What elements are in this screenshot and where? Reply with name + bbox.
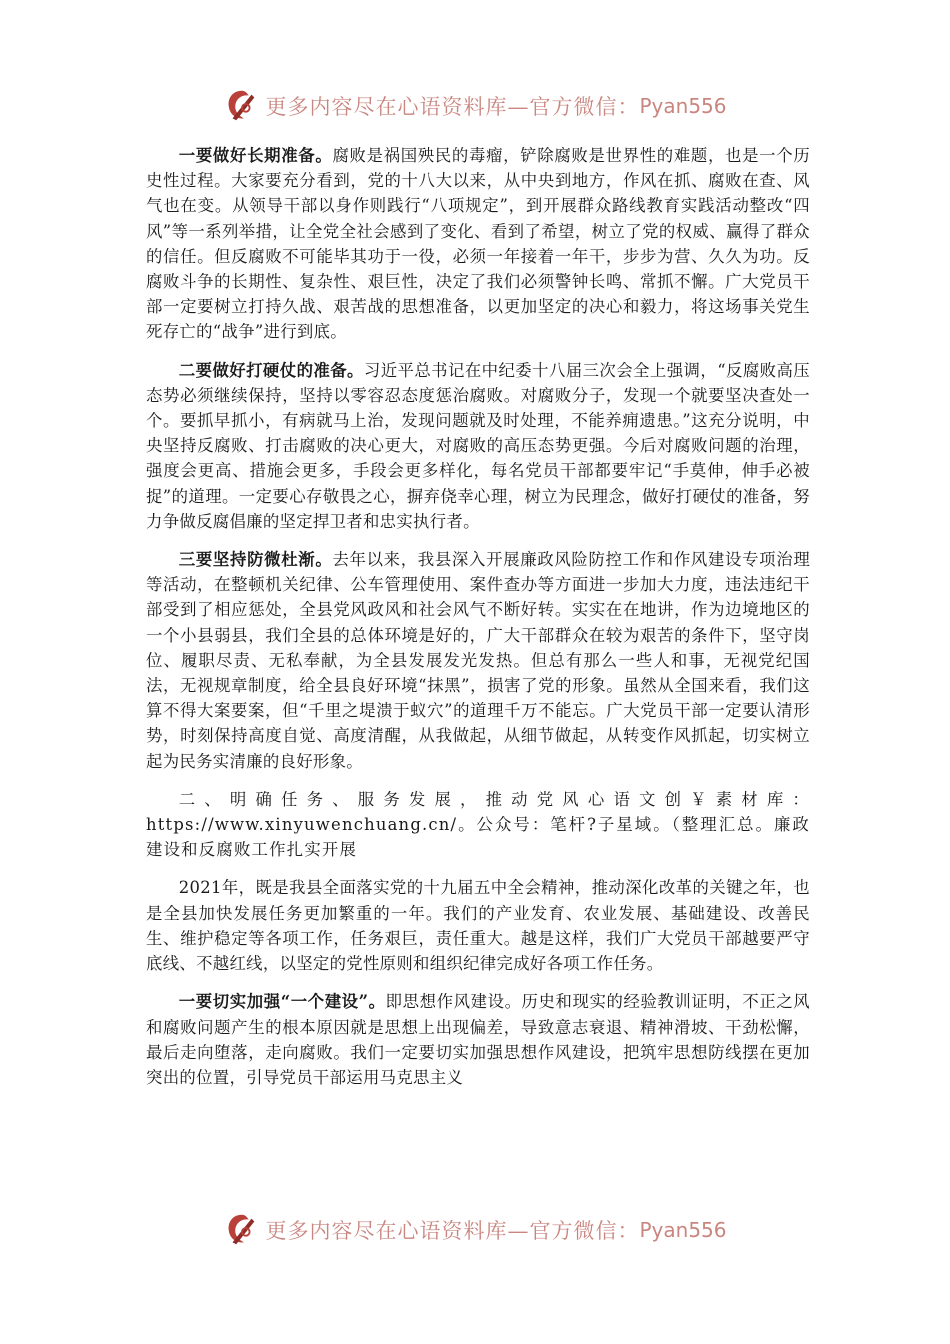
banner-wechat-id: Pyan556 (639, 1218, 727, 1242)
pen-logo-icon (223, 87, 261, 125)
document-body (146, 143, 810, 1103)
paragraph-text: 二、明确任务、服务发展，推动党风心语文创￥素材库：https://www.xinyuwenchuang.cn/。公众号：笔杆?子星域。（整理汇总。廉政建设和反腐败工作扎实开展 (146, 789, 810, 860)
paragraph-heading: 三要坚持防微杜渐。 (178, 550, 333, 570)
paragraph-text: 习近平总书记在中纪委十八届三次会全上强调，“反腐败高压态势必须继续保持，坚持以零容忍态度惩治腐败。对腐败分子，发现一个就要坚决查处一个。要抓早抓小，有病就马上治，发现问题就及时处理，不能养痈遗患。”这充分说明，中央坚持反腐败、打击腐败的决心更大，对腐败的高压态势更强。今后对腐败问题的治理，强度会更高、措施会更多，手段会更多样化，每名党员干部都要牢记“手莫伸，伸手必被捉”的道理。一定要心存敬畏之心，摒弃侥幸心理，树立为民理念，做好打硬仗的准备，努力争做反腐倡廉的坚定捍卫者和忠实执行者。 (146, 360, 810, 531)
paragraph-2 (146, 358, 810, 534)
paragraph-text: 腐败是祸国殃民的毒瘤，铲除腐败是世界性的难题，也是一个历史性过程。大家要充分看到，党的十八大以来，从中央到地方，作风在抓、腐败在查、风气也在变。从领导干部以身作则践行“八项规定”，到开展群众路线教育实践活动整改“四风”等一系列举措，让全党全社会感到了变化、看到了希望，树立了党的权威、赢得了群众的信任。但反腐败不可能毕其功于一役，必须一年接着一年干，步步为营、久久为功。反腐败斗争的长期性、复杂性、艰巨性，决定了我们必须警钟长鸣、常抓不懈。广大党员干部一定要树立打持久战、艰苦战的思想准备，以更加坚定的决心和毅力，将这场事关党生死存亡的“战争”进行到底。 (146, 146, 811, 342)
banner-text: 更多内容尽在心语资料库—官方微信： (265, 1219, 640, 1243)
paragraph-text: 去年以来，我县深入开展廉政风险防控工作和作风建设专项治理等活动，在整顿机关纪律、公车管理使用、案件查办等方面进一步加大力度，违法违纪干部受到了相应惩处，全县党风政风和社会风气不断好转。实实在在地讲，作为边境地区的一个小县弱县，我们全县的总体环境是好的，广大干部群众在较为艰苦的条件下，坚守岗位、履职尽责、无私奉献，为全县发展发光发热。但总有那么一些人和事，无视党纪国法，无视规章制度，给全县良好环境“抹黑”，损害了党的形象。虽然从全国来看，我们这算不得大案要案，但“千里之堤溃于蚁穴”的道理千万不能忘。广大党员干部一定要认清形势，时刻保持高度自觉、高度清醒，从我做起，从细节做起，从转变作风抓起，切实树立起为民务实清廉的良好形象。 (146, 550, 811, 771)
pen-logo-icon (223, 1211, 261, 1249)
paragraph-5 (146, 875, 810, 976)
footer-banner (0, 1208, 950, 1252)
banner-wechat-id: Pyan556 (639, 94, 727, 118)
paragraph-heading: 一要做好长期准备。 (178, 146, 333, 165)
paragraph-3 (146, 547, 810, 774)
header-banner (0, 84, 950, 128)
paragraph-text: 2021年，既是我县全面落实党的十九届五中全会精神，推动深化改革的关键之年，也是全县加快发展任务更加繁重的一年。我们的产业发育、农业发展、基础建设、改善民生、维护稳定等各项工作，任务艰巨，责任重大。越是这样，我们广大党员干部越要严守底线、不越红线，以坚定的党性原则和组织纪律完成好各项工作任务。 (146, 878, 810, 974)
banner-text: 更多内容尽在心语资料库—官方微信： (265, 95, 640, 119)
paragraph-text: 即思想作风建设。历史和现实的经验教训证明，不正之风和腐败问题产生的根本原因就是思想上出现偏差，导致意志衰退、精神滑坡、干劲松懈，最后走向堕落，走向腐败。我们一定要切实加强思想作风建设，把筑牢思想防线摆在更加突出的位置，引导党员干部运用马克思主义 (146, 992, 810, 1087)
section-heading (146, 787, 810, 863)
paragraph-heading: 二要做好打硬仗的准备。 (178, 360, 364, 380)
paragraph-1 (146, 143, 810, 345)
paragraph-6 (146, 989, 810, 1090)
paragraph-heading: 一要切实加强“一个建设”。 (178, 992, 386, 1012)
